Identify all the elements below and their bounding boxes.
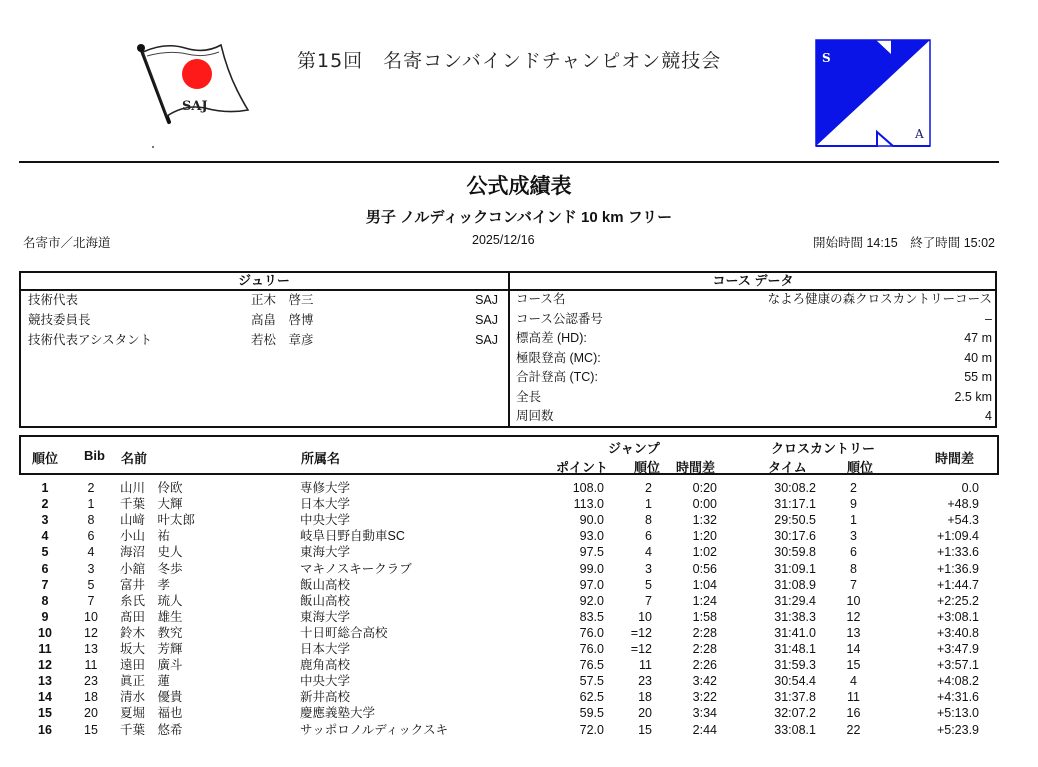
xc-rank: 1 — [850, 513, 857, 528]
result-row — [0, 593, 1038, 609]
jump-points: 62.5 — [579, 690, 604, 705]
athlete-name: 清水 優貴 — [120, 690, 183, 705]
jump-time-diff: 3:34 — [692, 706, 717, 721]
jury-row — [28, 290, 498, 310]
sna-letter-s: S — [822, 51, 831, 65]
box-divider — [508, 271, 510, 428]
overall-gap: +1:36.9 — [936, 561, 979, 576]
results-header — [19, 435, 999, 475]
jump-time-diff: 3:22 — [692, 690, 717, 705]
jump-rank: 2 — [645, 481, 652, 495]
jury-name: 高畠 啓博 — [251, 313, 314, 327]
header-xc-time: タイム — [768, 460, 807, 475]
jump-time-diff: 1:58 — [692, 609, 717, 624]
rank-cell: 14 — [38, 690, 52, 705]
result-row — [0, 544, 1038, 560]
athlete-name: 山﨑 叶太郎 — [120, 513, 196, 528]
bib-cell: 10 — [84, 609, 98, 624]
rank-cell: 15 — [38, 706, 52, 721]
athlete-name: 遠田 廣斗 — [120, 658, 183, 673]
document-subtitle: 男子 ノルディックコンバインド 10 km フリー — [365, 209, 673, 226]
club-name: 東海大学 — [300, 545, 351, 560]
bib-cell: 11 — [84, 658, 98, 673]
xc-time: 33:08.1 — [774, 722, 816, 737]
bib-cell: 8 — [87, 513, 95, 528]
header-name: 名前 — [121, 451, 148, 466]
overall-gap: +2:25.2 — [936, 593, 979, 608]
result-row — [0, 496, 1038, 512]
xc-time: 31:37.8 — [774, 690, 816, 705]
jump-rank: 5 — [645, 577, 652, 592]
header-jump-points: ポイント — [556, 460, 609, 475]
bib-cell: 5 — [87, 577, 95, 592]
sna-logo-icon — [815, 38, 933, 150]
overall-gap: +54.3 — [947, 513, 979, 528]
jury-name: 正木 啓三 — [251, 293, 314, 307]
xc-rank: 15 — [846, 658, 861, 673]
club-name: 中央大学 — [300, 674, 351, 689]
club-name: マキノスキークラブ — [300, 561, 412, 576]
jump-points: 83.5 — [579, 609, 604, 624]
xc-time: 32:07.2 — [774, 706, 816, 721]
result-row — [0, 722, 1038, 738]
course-label: 周回数 — [516, 409, 554, 423]
course-row — [516, 407, 992, 427]
course-label: コース名 — [516, 292, 566, 306]
athlete-name: 千葉 大輝 — [120, 497, 183, 512]
athlete-name: 山川 伶欧 — [120, 481, 183, 495]
course-row — [516, 310, 992, 330]
xc-rank: 12 — [846, 609, 861, 624]
result-row — [0, 577, 1038, 593]
xc-rank: 9 — [850, 497, 857, 512]
xc-rank: 11 — [847, 690, 860, 705]
jump-time-diff: 1:32 — [692, 513, 717, 528]
jump-time-diff: 1:24 — [692, 593, 717, 608]
result-row — [0, 528, 1038, 544]
jump-points: 108.0 — [572, 481, 604, 495]
jury-org: SAJ — [475, 293, 498, 307]
header-jump-rank: 順位 — [634, 460, 661, 475]
xc-time: 31:08.9 — [774, 577, 816, 592]
jury-row — [28, 330, 498, 350]
jury-role: 競技委員長 — [28, 313, 91, 327]
jump-points: 93.0 — [579, 529, 604, 544]
overall-gap: +3:57.1 — [936, 658, 979, 673]
xc-time: 30:59.8 — [774, 545, 816, 560]
club-name: 十日町総合高校 — [300, 625, 388, 640]
club-name: 慶應義塾大学 — [300, 706, 376, 721]
overall-gap: +5:23.9 — [936, 722, 979, 737]
bib-cell: 1 — [87, 497, 95, 512]
jump-rank: 18 — [638, 690, 652, 705]
jump-rank: 23 — [638, 674, 652, 689]
bib-cell: 13 — [84, 642, 98, 656]
xc-time: 31:38.3 — [774, 609, 816, 624]
xc-time: 31:41.0 — [774, 625, 816, 640]
xc-time: 31:59.3 — [774, 658, 816, 673]
rank-cell: 13 — [38, 674, 52, 689]
rank-cell: 12 — [38, 658, 52, 673]
jury-role: 技術代表 — [28, 293, 79, 307]
header-club: 所属名 — [301, 451, 341, 466]
xc-rank: 16 — [846, 706, 861, 721]
jump-points: 90.0 — [579, 513, 604, 528]
athlete-name: 小山 祐 — [120, 529, 171, 544]
xc-rank: 10 — [846, 593, 861, 608]
club-name: 飯山高校 — [300, 577, 351, 592]
course-value: 2.5 km — [954, 389, 992, 404]
bib-cell: 18 — [84, 690, 98, 705]
header-rank: 順位 — [32, 451, 59, 466]
rank-cell: 2 — [41, 497, 49, 512]
jury-org: SAJ — [475, 333, 498, 347]
athlete-name: 鈴木 教究 — [120, 625, 183, 640]
jump-points: 72.0 — [579, 722, 604, 737]
club-name: 中央大学 — [300, 513, 351, 528]
jury-heading: ジュリー — [19, 271, 509, 291]
course-label: 標高差 (HD): — [516, 331, 587, 345]
overall-gap: +3:40.8 — [936, 625, 979, 640]
rank-cell: 5 — [41, 545, 49, 560]
jump-points: 92.0 — [579, 593, 604, 608]
document-title: 公式成績表 — [466, 175, 572, 198]
xc-time: 31:29.4 — [774, 593, 816, 608]
club-name: 新井高校 — [300, 690, 351, 705]
header-bib: Bib — [84, 448, 105, 463]
jump-rank: 10 — [638, 609, 652, 624]
overall-gap: +3:08.1 — [936, 609, 979, 624]
overall-gap: +1:09.4 — [936, 529, 979, 544]
athlete-name: 坂大 芳輝 — [120, 642, 183, 656]
xc-time: 30:08.2 — [774, 481, 816, 495]
rank-cell: 4 — [41, 529, 49, 544]
result-row — [0, 561, 1038, 577]
bib-cell: 6 — [87, 529, 95, 544]
jump-rank: 15 — [638, 722, 652, 737]
athlete-name: 夏堀 福也 — [120, 706, 183, 721]
overall-gap: +5:13.0 — [936, 706, 979, 721]
bib-cell: 3 — [87, 561, 95, 576]
jump-points: 97.5 — [579, 545, 604, 560]
jump-time-diff: 2:26 — [692, 658, 717, 673]
xc-rank: 22 — [846, 722, 861, 737]
jump-rank: 6 — [645, 529, 652, 544]
jump-rank: 8 — [645, 513, 652, 528]
sna-letter-a: A — [915, 127, 924, 141]
course-value: 55 m — [964, 370, 992, 384]
course-value: 47 m — [964, 331, 992, 345]
xc-rank: 14 — [846, 642, 861, 656]
jump-points: 59.5 — [579, 706, 604, 721]
result-row — [0, 657, 1038, 673]
header-rule — [19, 161, 999, 163]
jump-rank: 20 — [638, 706, 652, 721]
course-row — [516, 368, 992, 388]
course-row — [516, 388, 992, 408]
xc-time: 29:50.5 — [774, 513, 816, 528]
course-label: コース公認番号 — [516, 311, 603, 326]
xc-rank: 2 — [850, 481, 857, 495]
overall-gap: +1:44.7 — [936, 577, 979, 592]
course-value: – — [985, 311, 992, 326]
event-date: 2025/12/16 — [472, 233, 535, 247]
event-title: 第15回 名寄コンバインドチャンピオン競技会 — [297, 50, 722, 72]
result-row — [0, 673, 1038, 689]
club-name: 日本大学 — [300, 497, 351, 512]
rank-cell: 1 — [41, 481, 49, 495]
course-row — [516, 290, 992, 310]
course-row — [516, 349, 992, 369]
jump-time-diff: 3:42 — [692, 674, 717, 689]
rank-cell: 11 — [38, 642, 52, 656]
jump-points: 76.0 — [579, 642, 604, 656]
header-xc-rank: 順位 — [847, 460, 874, 475]
club-name: 日本大学 — [300, 642, 351, 656]
jump-rank: 1 — [645, 497, 652, 512]
overall-gap: +48.9 — [947, 497, 979, 512]
athlete-name: 眞正 蓮 — [120, 674, 171, 689]
jump-rank: =12 — [630, 625, 652, 640]
bib-cell: 15 — [84, 722, 98, 737]
jump-rank: =12 — [630, 642, 652, 656]
bib-cell: 7 — [87, 593, 95, 608]
club-name: サッポロノルディックスキ — [300, 722, 449, 737]
result-row — [0, 480, 1038, 496]
xc-time: 30:54.4 — [774, 674, 816, 689]
jump-points: 57.5 — [579, 674, 604, 689]
jump-rank: 3 — [645, 561, 652, 576]
course-heading: コース データ — [509, 271, 997, 291]
xc-rank: 8 — [850, 561, 857, 576]
jump-rank: 7 — [645, 593, 652, 608]
club-name: 岐阜日野自動車SC — [300, 529, 405, 544]
jump-time-diff: 1:04 — [692, 577, 717, 592]
xc-rank: 3 — [850, 529, 857, 544]
jump-time-diff: 0:00 — [692, 497, 717, 512]
jury-org: SAJ — [475, 313, 498, 327]
rank-cell: 3 — [41, 513, 49, 528]
bib-cell: 2 — [87, 481, 95, 495]
overall-gap: +3:47.9 — [936, 642, 979, 656]
jump-rank: 4 — [645, 545, 652, 560]
jump-points: 76.0 — [579, 625, 604, 640]
rank-cell: 7 — [41, 577, 49, 592]
athlete-name: 糸氏 琉人 — [120, 593, 183, 608]
athlete-name: 小舘 冬歩 — [120, 561, 183, 576]
athlete-name: 富井 孝 — [120, 577, 171, 592]
jump-time-diff: 2:28 — [692, 642, 717, 656]
header-jump-diff: 時間差 — [676, 460, 716, 475]
club-name: 飯山高校 — [300, 593, 351, 608]
course-label: 極限登高 (MC): — [516, 350, 601, 365]
saj-flag-logo-icon — [135, 40, 250, 130]
xc-rank: 4 — [850, 674, 857, 689]
athlete-name: 千葉 悠希 — [120, 722, 183, 737]
overall-gap: 0.0 — [961, 481, 979, 495]
bib-cell: 20 — [84, 706, 98, 721]
saj-logo-text: SAJ — [182, 99, 208, 114]
club-name: 東海大学 — [300, 609, 351, 624]
course-value: 40 m — [964, 350, 992, 365]
overall-gap: +4:31.6 — [936, 690, 979, 705]
location: 名寄市／北海道 — [23, 236, 111, 250]
bib-cell: 23 — [84, 674, 98, 689]
xc-time: 31:17.1 — [774, 497, 816, 512]
result-row — [0, 641, 1038, 657]
club-name: 専修大学 — [300, 481, 351, 495]
bib-cell: 12 — [84, 625, 98, 640]
course-value: なよろ健康の森クロスカントリーコース — [767, 292, 992, 306]
course-label: 全長 — [516, 389, 542, 404]
jump-points: 97.0 — [579, 577, 604, 592]
jump-time-diff: 1:02 — [692, 545, 717, 560]
result-row — [0, 512, 1038, 528]
course-value: 4 — [985, 409, 992, 423]
result-row — [0, 625, 1038, 641]
result-row — [0, 705, 1038, 721]
jury-row — [28, 310, 498, 330]
jump-rank: 11 — [639, 658, 652, 673]
xc-rank: 7 — [850, 577, 857, 592]
xc-time: 31:48.1 — [774, 642, 816, 656]
start-end-times: 開始時間 14:15 終了時間 15:02 — [812, 236, 995, 250]
course-label: 合計登高 (TC): — [516, 370, 598, 384]
xc-rank: 13 — [846, 625, 861, 640]
xc-time: 31:09.1 — [774, 561, 816, 576]
rank-cell: 10 — [38, 625, 52, 640]
header-jump-group: ジャンプ — [608, 441, 660, 456]
header-xc-group: クロスカントリー — [771, 441, 876, 456]
athlete-name: 海沼 史人 — [120, 545, 183, 560]
course-row — [516, 329, 992, 349]
result-row — [0, 689, 1038, 705]
header-gap: 時間差 — [935, 451, 975, 466]
jump-points: 113.0 — [573, 497, 604, 512]
jump-time-diff: 1:20 — [692, 529, 717, 544]
rank-cell: 6 — [41, 561, 49, 576]
athlete-name: 髙田 雄生 — [120, 609, 183, 624]
jump-time-diff: 0:20 — [692, 481, 717, 495]
rank-cell: 9 — [41, 609, 49, 624]
jump-points: 76.5 — [579, 658, 604, 673]
club-name: 鹿角高校 — [300, 658, 351, 673]
xc-rank: 6 — [850, 545, 857, 560]
xc-time: 30:17.6 — [774, 529, 816, 544]
overall-gap: +1:33.6 — [936, 545, 979, 560]
rank-cell: 8 — [41, 593, 49, 608]
jump-time-diff: 2:28 — [692, 625, 717, 640]
jury-name: 若松 章彦 — [251, 333, 314, 347]
jury-role: 技術代表アシスタント — [28, 333, 153, 347]
overall-gap: +4:08.2 — [936, 674, 979, 689]
jump-points: 99.0 — [579, 561, 604, 576]
bib-cell: 4 — [87, 545, 95, 560]
jump-time-diff: 2:44 — [692, 722, 717, 737]
jump-time-diff: 0:56 — [692, 561, 717, 576]
decorative-dot — [152, 146, 154, 148]
result-row — [0, 609, 1038, 625]
rank-cell: 16 — [38, 722, 52, 737]
